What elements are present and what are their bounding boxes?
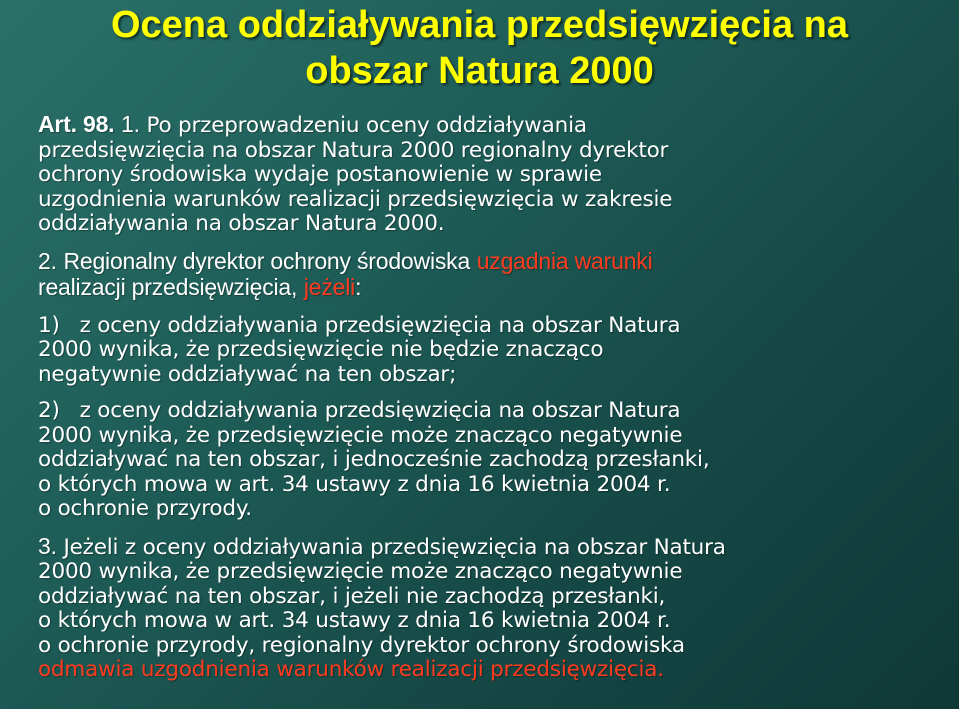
paragraph-3-line-5: o ochronie przyrody, regionalny dyrektor ochrony środowiska bbox=[38, 632, 685, 658]
list-item-2-line-4: o których mowa w art. 34 ustawy z dnia 16 kwietnia 2004 r. bbox=[38, 471, 671, 497]
paragraph-1-line-3: ochrony środowiska wydaje postanowienie w sprawie bbox=[38, 162, 602, 187]
paragraph-3-highlight-line: odmawia uzgodnienia warunków realizacji przedsięwzięcia. bbox=[38, 657, 664, 682]
paragraph-1 bbox=[38, 112, 943, 237]
list-item-2-line-1: 2) z oceny oddziaływania przedsięwzięcia na obszar Natura bbox=[38, 398, 681, 423]
paragraph-1-text-1: Po przeprowadzeniu oceny oddziaływania bbox=[146, 113, 587, 138]
paragraph-2-colon: : bbox=[355, 274, 362, 300]
list-item-1 bbox=[38, 314, 943, 388]
paragraph-2-highlight-1: uzgadnia warunki bbox=[476, 247, 653, 274]
slide-title bbox=[0, 0, 959, 94]
paragraph-1-line-1 bbox=[38, 112, 943, 139]
paragraph-3-line-4: o których mowa w art. 34 ustawy z dnia 16 kwietnia 2004 r. bbox=[38, 608, 671, 633]
paragraph-1-line-5: oddziaływania na obszar Natura 2000. bbox=[38, 211, 445, 236]
paragraph-2 bbox=[38, 249, 943, 302]
list-item-1-line-1: 1) z oceny oddziaływania przedsięwzięcia na obszar Natura bbox=[38, 312, 681, 338]
paragraph-1-number: 1. bbox=[121, 111, 140, 137]
paragraph-3-number: 3. bbox=[38, 532, 57, 559]
slide-title-line-2: obszar Natura 2000 bbox=[305, 50, 654, 92]
paragraph-1-line-2: przedsięwzięcia na obszar Natura 2000 regionalny dyrektor bbox=[38, 137, 669, 163]
paragraph-2-highlight-2: jeżeli bbox=[303, 274, 356, 300]
paragraph-2-text-1: Regionalny dyrektor ochrony środowiska bbox=[63, 247, 471, 274]
paragraph-3 bbox=[38, 534, 943, 683]
list-item-1-line-2: 2000 wynika, że przedsięwzięcie nie będzie znacząco bbox=[38, 337, 604, 362]
article-label: Art. 98. bbox=[38, 111, 115, 137]
list-item-2-line-5: o ochronie przyrody. bbox=[38, 496, 252, 521]
paragraph-3-line-2: 2000 wynika, że przedsięwzięcie może znacząco negatywnie bbox=[38, 559, 683, 584]
paragraph-3-text-1: Jeżeli z oceny oddziaływania przedsięwzięcia na obszar Natura bbox=[63, 534, 726, 560]
paragraph-2-line-2 bbox=[38, 275, 943, 302]
list-item-2 bbox=[38, 399, 943, 522]
list-item-1-line-3: negatywnie oddziaływać na ten obszar; bbox=[38, 361, 457, 387]
slide-body bbox=[38, 112, 943, 683]
paragraph-3-line-1 bbox=[38, 534, 943, 561]
paragraph-2-text-2: realizacji przedsięwzięcia, bbox=[38, 274, 298, 300]
paragraph-1-line-4: uzgodnienia warunków realizacji przedsięwzięcia w zakresie bbox=[38, 186, 673, 212]
slide-title-line-1: Ocena oddziaływania przedsięwzięcia na bbox=[110, 4, 849, 46]
list-item-2-line-3: oddziaływać na ten obszar, i jednocześnie zachodzą przesłanki, bbox=[38, 447, 710, 472]
list-item-2-line-2: 2000 wynika, że przedsięwzięcie może znacząco negatywnie bbox=[38, 422, 683, 448]
paragraph-2-line-1 bbox=[38, 249, 943, 276]
paragraph-2-number: 2. bbox=[38, 247, 57, 274]
paragraph-3-line-3: oddziaływać na ten obszar, i jeżeli nie zachodzą przesłanki, bbox=[38, 583, 666, 609]
